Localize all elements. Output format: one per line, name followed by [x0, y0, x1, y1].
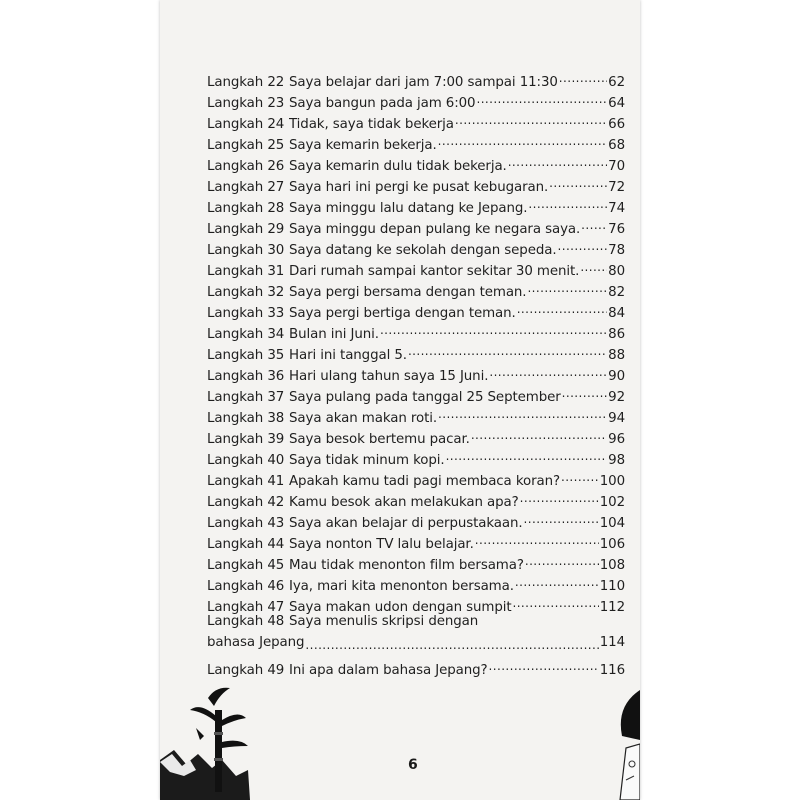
- toc-leader-dots: [558, 65, 607, 86]
- toc-leader-dots: [523, 506, 599, 527]
- toc-page: 94: [608, 411, 625, 426]
- toc-page: 66: [608, 117, 625, 132]
- toc-title: Saya akan belajar di perpustakaan.: [289, 516, 523, 531]
- toc-page: 86: [608, 327, 625, 342]
- toc-page: 76: [608, 222, 625, 237]
- toc-number: Langkah 27: [207, 180, 285, 195]
- toc-leader-dots: [524, 548, 599, 569]
- table-of-contents: [207, 65, 625, 678]
- toc-number: Langkah 32: [207, 285, 285, 300]
- toc-number: Langkah 41: [207, 474, 285, 489]
- toc-leader-dots: [437, 128, 607, 149]
- toc-leader-dots: [579, 254, 607, 275]
- toc-rows: [207, 65, 625, 615]
- toc-number: Langkah 39: [207, 432, 285, 447]
- toc-number: Langkah 36: [207, 369, 285, 384]
- toc-page: 80: [608, 264, 625, 279]
- toc-number: Langkah 44: [207, 537, 285, 552]
- toc-number: Langkah 40: [207, 453, 285, 468]
- toc-page: 108: [599, 558, 625, 573]
- toc-page: 78: [608, 243, 625, 258]
- toc-title-line1: Saya menulis skripsi dengan: [289, 614, 479, 629]
- toc-title: Saya nonton TV lalu belajar.: [289, 537, 474, 552]
- toc-leader-dots: [527, 191, 607, 212]
- toc-number: Langkah 45: [207, 558, 285, 573]
- toc-leader-dots: [445, 443, 608, 464]
- toc-leader-dots: [475, 86, 607, 107]
- toc-number: Langkah 35: [207, 348, 285, 363]
- toc-title: Saya minggu depan pulang ke negara saya.: [289, 222, 581, 237]
- toc-number: Langkah 47: [207, 600, 285, 615]
- toc-number: Langkah 23: [207, 96, 285, 111]
- toc-page: 74: [608, 201, 625, 216]
- toc-title: Mau tidak menonton film bersama?: [289, 558, 524, 573]
- toc-title: Saya pulang pada tanggal 25 September: [289, 390, 561, 405]
- toc-title: Saya minggu lalu datang ke Jepang.: [289, 201, 528, 216]
- toc-leader-dots: [488, 653, 599, 674]
- toc-page: 110: [599, 579, 625, 594]
- toc-title: Saya bangun pada jam 6:00: [289, 96, 476, 111]
- toc-number: Langkah 34: [207, 327, 285, 342]
- toc-number: Langkah 25: [207, 138, 285, 153]
- toc-entry: [207, 65, 625, 90]
- toc-title: Saya akan makan roti.: [289, 411, 438, 426]
- toc-title: Saya datang ke sekolah dengan sepeda.: [289, 243, 557, 258]
- toc-page: 98: [608, 453, 625, 468]
- toc-title: Ini apa dalam bahasa Jepang?: [289, 663, 488, 678]
- toc-leader-dots: [516, 296, 607, 317]
- toc-leader-dots: [526, 275, 607, 296]
- toc-page: 106: [599, 537, 625, 552]
- toc-leader-dots: [304, 632, 598, 653]
- toc-title: Tidak, saya tidak bekerja: [289, 117, 454, 132]
- toc-title: Hari ini tanggal 5.: [289, 348, 407, 363]
- toc-page: 114: [599, 635, 625, 650]
- toc-leader-dots: [580, 212, 607, 233]
- toc-title: Hari ulang tahun saya 15 Juni.: [289, 369, 489, 384]
- toc-leader-dots: [470, 422, 607, 443]
- toc-leader-dots: [548, 170, 607, 191]
- toc-title: Iya, mari kita menonton bersama.: [289, 579, 514, 594]
- toc-page: 68: [608, 138, 625, 153]
- toc-page: 104: [599, 516, 625, 531]
- toc-leader-dots: [437, 401, 607, 422]
- toc-title: Saya besok bertemu pacar.: [289, 432, 470, 447]
- toc-page: 112: [599, 600, 625, 615]
- toc-title-line2: bahasa Jepang: [207, 635, 305, 650]
- toc-title: Saya makan udon dengan sumpit: [289, 600, 512, 615]
- toc-leader-dots: [407, 338, 607, 359]
- toc-page: 90: [608, 369, 625, 384]
- toc-title: Dari rumah sampai kantor sekitar 30 menit.: [289, 264, 580, 279]
- toc-page: 72: [608, 180, 625, 195]
- toc-page: 92: [608, 390, 625, 405]
- toc-number: Langkah 38: [207, 411, 285, 426]
- toc-page: 116: [599, 663, 625, 678]
- toc-title: Saya tidak minum kopi.: [289, 453, 445, 468]
- toc-title: Saya pergi bersama dengan teman.: [289, 285, 527, 300]
- bamboo-plant-illustration: [160, 680, 250, 800]
- toc-leader-dots: [560, 464, 599, 485]
- toc-page: 96: [608, 432, 625, 447]
- toc-number: Langkah 31: [207, 264, 285, 279]
- toc-leader-dots: [557, 233, 608, 254]
- toc-leader-dots: [519, 485, 599, 506]
- toc-number: Langkah 22: [207, 75, 285, 90]
- toc-number: Langkah 43: [207, 516, 285, 531]
- toc-page: 102: [599, 495, 625, 510]
- toc-leader-dots: [507, 149, 607, 170]
- toc-number: Langkah 42: [207, 495, 285, 510]
- toc-number: Langkah 33: [207, 306, 285, 321]
- character-illustration: [612, 690, 640, 800]
- toc-title: Kamu besok akan melakukan apa?: [289, 495, 519, 510]
- toc-page: 70: [608, 159, 625, 174]
- toc-title: Saya pergi bertiga dengan teman.: [289, 306, 516, 321]
- toc-leader-dots: [512, 590, 599, 611]
- toc-entry-wrapped: [207, 611, 625, 653]
- toc-number: Langkah 37: [207, 390, 285, 405]
- toc-leader-dots: [561, 380, 608, 401]
- toc-number: Langkah 46: [207, 579, 285, 594]
- toc-title: Saya kemarin bekerja.: [289, 138, 437, 153]
- toc-leader-dots: [454, 107, 607, 128]
- toc-page: 84: [608, 306, 625, 321]
- toc-title: Bulan ini Juni.: [289, 327, 379, 342]
- toc-title: Saya kemarin dulu tidak bekerja.: [289, 159, 507, 174]
- page-number: 6: [408, 757, 418, 773]
- toc-leader-dots: [379, 317, 607, 338]
- toc-title: Apakah kamu tadi pagi membaca koran?: [289, 474, 560, 489]
- toc-title: Saya hari ini pergi ke pusat kebugaran.: [289, 180, 549, 195]
- toc-number: Langkah 48: [207, 614, 285, 629]
- toc-page: 82: [608, 285, 625, 300]
- toc-leader-dots: [488, 359, 607, 380]
- toc-number: Langkah 30: [207, 243, 285, 258]
- toc-number: Langkah 24: [207, 117, 285, 132]
- toc-page: 88: [608, 348, 625, 363]
- toc-number: Langkah 26: [207, 159, 285, 174]
- toc-number: Langkah 29: [207, 222, 285, 237]
- toc-number: Langkah 28: [207, 201, 285, 216]
- toc-number: Langkah 49: [207, 663, 285, 678]
- toc-title: Saya belajar dari jam 7:00 sampai 11:30: [289, 75, 558, 90]
- toc-entry-last: [207, 653, 625, 678]
- toc-leader-dots: [474, 527, 599, 548]
- toc-page: 64: [608, 96, 625, 111]
- toc-page: 100: [599, 474, 625, 489]
- toc-leader-dots: [514, 569, 599, 590]
- toc-page: 62: [608, 75, 625, 90]
